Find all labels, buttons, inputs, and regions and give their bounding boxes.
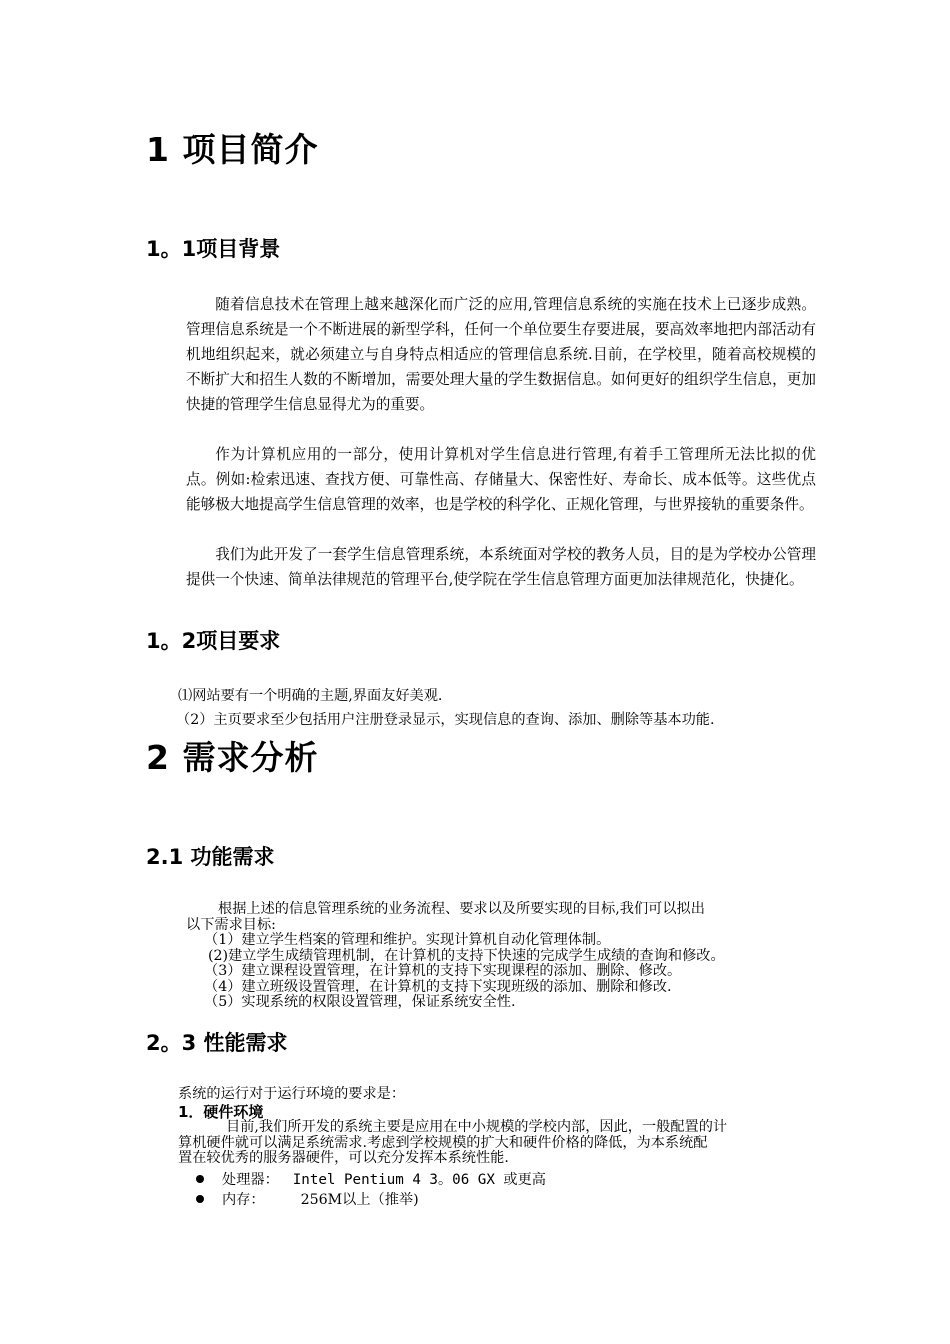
performance-intro: 系统的运行对于运行环境的要求是： [178, 1086, 406, 1102]
heading-1-2-requirements: 1。2项目要求 [146, 629, 281, 653]
heading-2-3-performance: 2。3 性能需求 [146, 1031, 288, 1055]
hardware-bullet-memory [196, 1191, 419, 1209]
functional-requirements-block [186, 902, 826, 1011]
functional-item: （4）建立班级设置管理，在计算机的支持下实现班级的添加、删除和修改. [204, 978, 672, 995]
hardware-environment-title: 1．硬件环境 [178, 1103, 264, 1121]
functional-intro-line-2: 以下需求目标: [186, 916, 276, 933]
functional-item: （3）建立课程设置管理，在计算机的支持下实现课程的添加、删除、修改。 [204, 963, 682, 979]
heading-1-1-background: 1。1项目背景 [146, 237, 281, 261]
hardware-bullet-cpu [196, 1171, 546, 1189]
bullet-label: 处理器： [222, 1172, 279, 1188]
bullet-value: Intel Pentium 4 3。06 GX 或更高 [292, 1172, 546, 1188]
functional-item: (2)建立学生成绩管理机制，在计算机的支持下快速的完成学生成绩的查询和修改。 [208, 947, 725, 964]
bullet-dot-icon [196, 1175, 204, 1183]
functional-item: （1）建立学生档案的管理和维护。实现计算机自动化管理体制。 [204, 932, 611, 948]
functional-intro-line-1: 根据上述的信息管理系统的业务流程、要求以及所要实现的目标,我们可以拟出 [218, 901, 705, 917]
hardware-description [178, 1120, 828, 1167]
hardware-line: 算机硬件就可以满足系统需求.考虑到学校规模的扩大和硬件价格的降低，为本系统配 [178, 1134, 708, 1151]
background-paragraph-3: 我们为此开发了一套学生信息管理系统，本系统面对学校的教务人员，目的是为学校办公管理提供一个快速、简单法律规范的管理平台,使学院在学生信息管理方面更加法律规范化，快捷化。 [186, 546, 816, 588]
hardware-line: 目前,我们所开发的系统主要是应用在中小规模的学校内部，因此，一般配置的计 [226, 1119, 728, 1135]
functional-item: （5）实现系统的权限设置管理，保证系统安全性. [204, 994, 516, 1010]
heading-2-requirements-analysis: 2 需求分析 [146, 738, 319, 777]
bullet-dot-icon [196, 1195, 204, 1203]
heading-2-1-functional: 2.1 功能需求 [146, 845, 275, 869]
requirement-item-1: ⑴网站要有一个明确的主题,界面友好美观. [178, 688, 443, 704]
background-paragraph-1: 随着信息技术在管理上越来越深化而广泛的应用,管理信息系统的实施在技术上已逐步成熟。管理信息系统是一个不断进展的新型学科，任何一个单位要生存要进展，要高效率地把内部活动有机地组织起来，就必须建立与自身特点相适应的管理信息系统.目前，在学校里，随着高校规模的不断扩大和招生人数的不断增加，需要处理大量的学生数据信息。如何更好的组织学生信息，更加快捷的管理学生信息显得尤为的重要。 [186, 296, 816, 413]
bullet-value: 256M以上（推举) [300, 1192, 419, 1208]
heading-1-project-intro: 1 项目简介 [146, 130, 319, 169]
background-paragraph-2: 作为计算机应用的一部分，使用计算机对学生信息进行管理,有着手工管理所无法比拟的优点。例如:检索迅速、查找方便、可靠性高、存储量大、保密性好、寿命长、成本低等。这些优点能够极大地提高学生信息管理的效率，也是学校的科学化、正规化管理，与世界接轨的重要条件。 [186, 446, 816, 513]
requirement-item-2: （2）主页要求至少包括用户注册登录显示，实现信息的查询、添加、删除等基本功能. [176, 712, 715, 728]
hardware-line: 置在较优秀的服务器硬件，可以充分发挥本系统性能. [178, 1150, 509, 1166]
bullet-label: 内存： [222, 1192, 265, 1208]
